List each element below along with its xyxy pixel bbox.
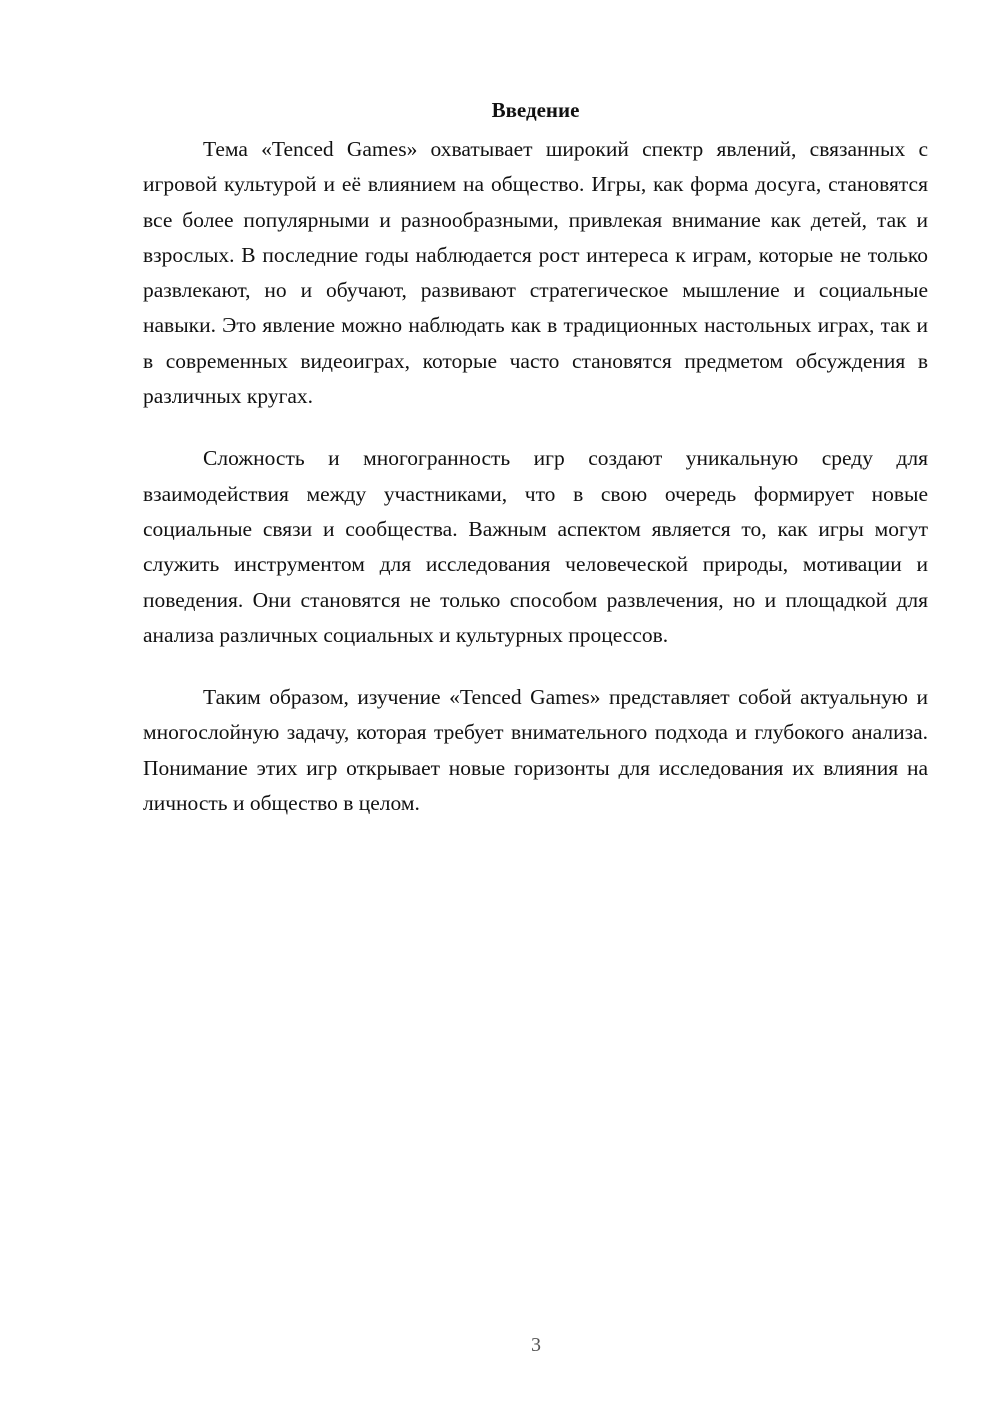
section-heading: Введение xyxy=(491,98,580,122)
paragraph-2: Сложность и многогранность игр создают уникальную среду для взаимодействия между участниками, что в свою очередь формирует новые социальные связи и сообщества. Важным аспектом является то, как игры могут служить инструментом для исследования человеческой природы, мотивации и поведения. Они становятся не только способом развлечения, но и площадкой для анализа различных социальных и культурных процессов. xyxy=(143,446,928,647)
paragraph-3: Таким образом, изучение «Tenced Games» представляет собой актуальную и многослойную задачу, которая требует внимательного подхода и глубокого анализа. Понимание этих игр открывает новые горизонты для исследования их влияния на личность и общество в целом. xyxy=(143,685,928,816)
page-number: 3 xyxy=(531,1334,541,1356)
paragraph-1: Тема «Tenced Games» охватывает широкий спектр явлений, связанных с игровой культурой и её влиянием на общество. Игры, как форма досуга, становятся все более популярными и разнообразными, привлекая внимание как детей, так и взрослых. В последние годы наблюдается рост интереса к играм, которые не только развлекают, но и обучают, развивают стратегическое мышление и социальные навыки. Это явление можно наблюдать как в традиционных настольных играх, так и в современных видеоиграх, которые часто становятся предметом обсуждения в различных кругах. xyxy=(143,137,928,409)
page-content xyxy=(143,92,928,848)
